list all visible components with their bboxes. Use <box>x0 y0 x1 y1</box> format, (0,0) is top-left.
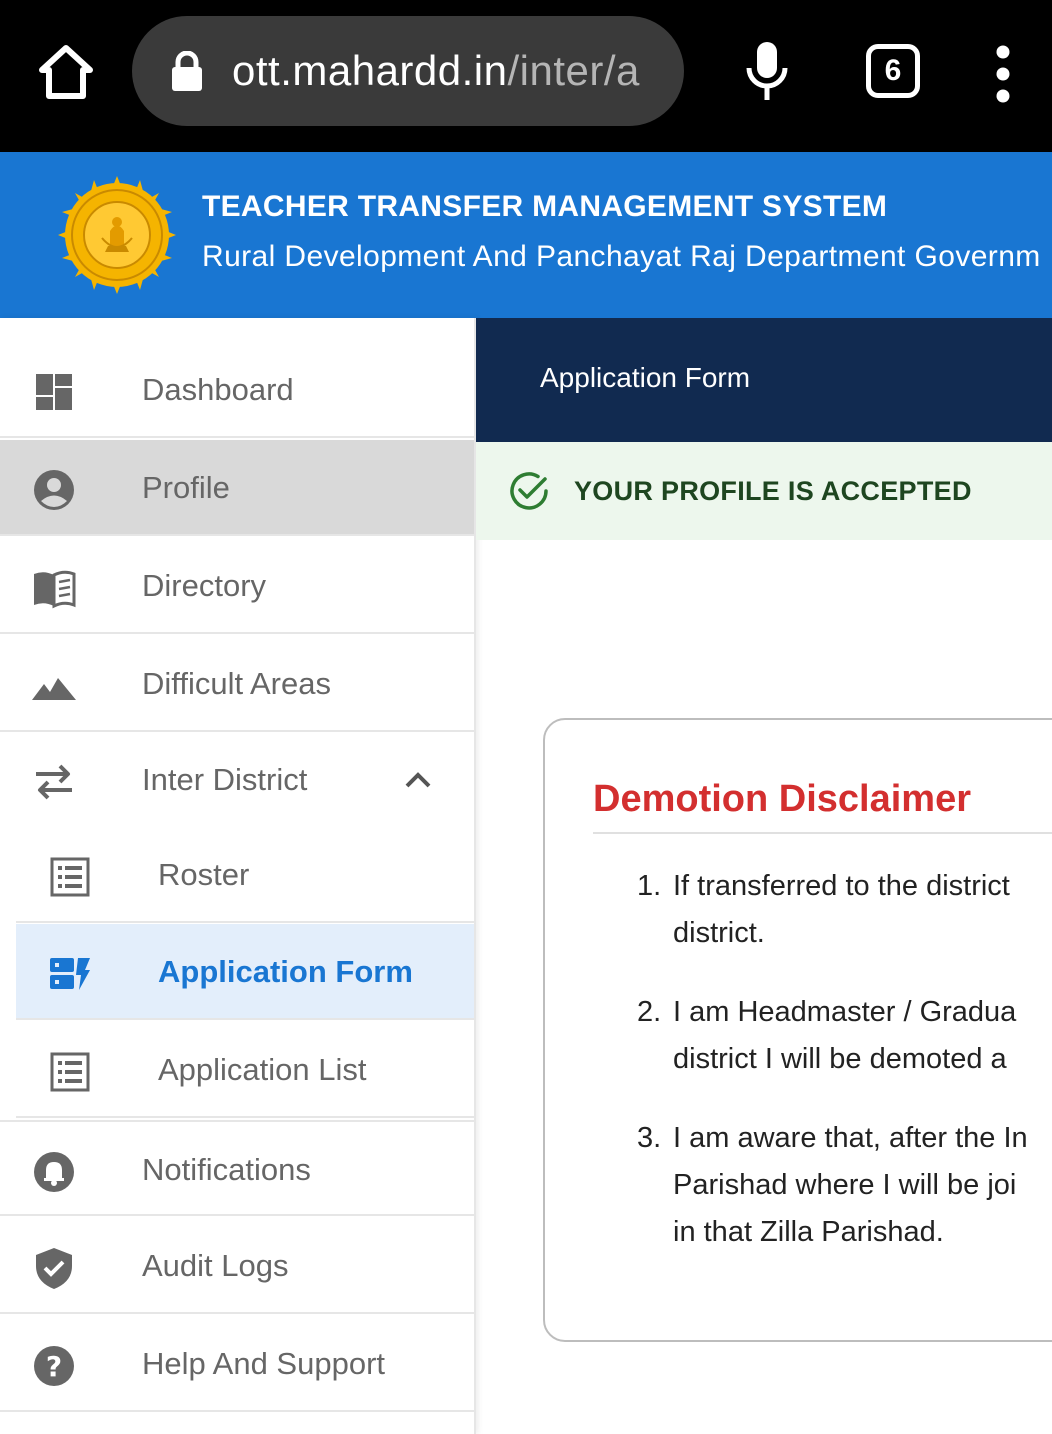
government-emblem-logo <box>58 176 176 294</box>
url-text <box>232 46 640 96</box>
sidebar-item-difficult-areas[interactable] <box>0 636 474 732</box>
sidebar-item-directory[interactable] <box>0 538 474 634</box>
sidebar-nav <box>0 318 476 1434</box>
list-item-text: If transferred to the district <box>673 870 1010 902</box>
list-item-text: Parishad where I will be joi <box>673 1169 1017 1201</box>
status-text: YOUR PROFILE IS ACCEPTED <box>574 476 972 506</box>
disclaimer-card <box>543 718 1052 1342</box>
list-icon <box>50 1052 90 1092</box>
bell-icon <box>32 1150 76 1194</box>
page-header <box>476 318 1052 442</box>
list-item-text: I am Headmaster / Gradua <box>673 996 1017 1028</box>
sidebar-item-label: Dashboard <box>142 372 294 407</box>
help-icon <box>32 1344 76 1388</box>
shield-check-icon <box>32 1246 76 1290</box>
svg-text:?: ? <box>45 1350 63 1383</box>
sidebar-item-audit-logs[interactable] <box>0 1218 474 1314</box>
book-icon <box>32 566 76 610</box>
app-subtitle: Rural Development And Panchayat Raj Department Governm <box>202 240 1041 273</box>
url-domain: ott.mahardd.in <box>232 47 508 94</box>
page-title: Application Form <box>540 362 751 393</box>
sidebar-item-label: Application List <box>158 1052 367 1087</box>
lock-icon <box>170 51 204 91</box>
sidebar-item-application-form[interactable] <box>16 924 474 1020</box>
home-icon[interactable] <box>36 42 96 102</box>
sidebar-item-label: Application Form <box>158 954 413 989</box>
list-item-text: in that Zilla Parishad. <box>673 1216 944 1248</box>
sidebar-item-label: Audit Logs <box>142 1248 289 1283</box>
address-bar[interactable] <box>132 16 684 126</box>
check-circle-outline-icon <box>508 470 550 512</box>
list-item-text: I am aware that, after the In <box>673 1122 1028 1154</box>
tab-switcher-button[interactable]: 6 <box>866 44 920 98</box>
app-header <box>0 152 1052 318</box>
list-item <box>637 996 1052 1075</box>
card-title: Demotion Disclaimer <box>593 778 971 820</box>
account-circle-icon <box>32 468 76 512</box>
sidebar-item-label: Difficult Areas <box>142 666 331 701</box>
list-icon <box>50 857 90 897</box>
sidebar-item-label: Help And Support <box>142 1346 386 1381</box>
sidebar-item-roster[interactable] <box>16 827 474 923</box>
divider <box>593 832 1052 834</box>
chevron-up-icon[interactable] <box>402 764 434 796</box>
browser-toolbar <box>0 0 1052 152</box>
app-title: TEACHER TRANSFER MANAGEMENT SYSTEM <box>202 190 888 223</box>
sidebar-item-inter-district[interactable] <box>0 732 474 828</box>
list-item-text: district I will be demoted a <box>673 1043 1007 1075</box>
sidebar-item-profile[interactable] <box>0 440 474 536</box>
disclaimer-list <box>637 870 1052 1295</box>
microphone-icon[interactable] <box>744 40 790 102</box>
url-path: /inter/a <box>507 47 640 94</box>
sidebar-item-help-and-support[interactable] <box>0 1316 474 1412</box>
dynamic-form-icon <box>50 954 90 994</box>
dashboard-icon <box>32 370 76 414</box>
list-item <box>637 1122 1052 1248</box>
list-item-number: 2. <box>637 996 662 1028</box>
list-item-number: 3. <box>637 1122 662 1154</box>
terrain-icon <box>32 664 76 708</box>
sidebar-item-label: Notifications <box>142 1152 311 1187</box>
sidebar-item-label: Roster <box>158 857 250 892</box>
sidebar-item-notifications[interactable] <box>0 1120 474 1216</box>
sidebar-item-label: Inter District <box>142 762 308 797</box>
swap-arrows-icon <box>32 760 76 804</box>
sidebar-item-application-list[interactable] <box>16 1022 474 1118</box>
list-item-number: 1. <box>637 870 662 902</box>
more-vert-icon[interactable] <box>990 44 1016 104</box>
main-content <box>476 318 1052 1434</box>
sidebar-item-label: Profile <box>142 470 230 505</box>
list-item <box>637 870 1052 949</box>
sidebar-item-label: Directory <box>142 568 267 603</box>
status-banner <box>476 442 1052 540</box>
list-item-text: district. <box>673 917 765 949</box>
sidebar-item-dashboard[interactable] <box>0 342 474 438</box>
